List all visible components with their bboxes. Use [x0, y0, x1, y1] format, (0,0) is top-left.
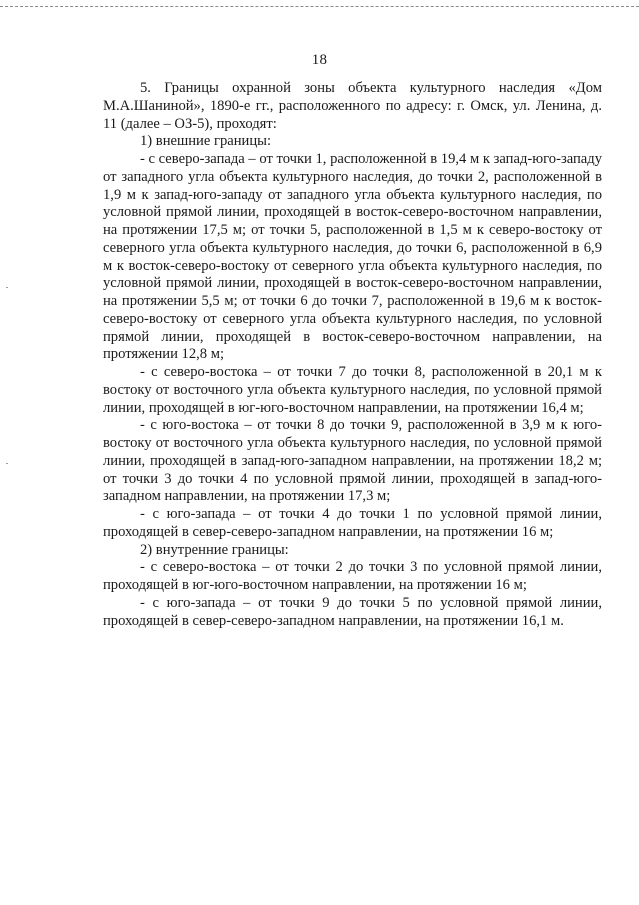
left-margin-mark	[6, 287, 8, 288]
top-edge-rule	[0, 6, 639, 7]
paragraph-internal-northeast: - с северо-востока – от точки 2 до точки 3 по условной прямой линии, проходящей в юг-юго-восточном направлении, на протяжении 16 м;	[103, 559, 602, 593]
paragraph-southwest: - с юго-запада – от точки 4 до точки 1 по условной прямой линии, проходящей в север-северо-западном направлении, на протяжении 16 м;	[103, 506, 602, 540]
paragraph-northwest: - с северо-запада – от точки 1, расположенной в 19,4 м к запад-юго-западу от западного угла объекта культурного наследия, до точки 2, расположенной в 1,9 м к запад-юго-западу от западного угла объекта культурного наследия, по условной прямой линии, проходящей в восток-северо-восточном направлении, на протяжении 17,5 м; от точки 5, расположенной в 1,5 м к северо-востоку от северного угла объекта культурного наследия, до точки 6, расположенной в 6,9 м к восток-северо-востоку от северного угла объекта культурного наследия, по условной прямой линии, проходящей в восток-северо-восточном направлении, на протяжении 5,5 м; от точки 6 до точки 7, расположенной в 19,6 м к восток-северо-востоку от северного угла объекта культурного наследия, по условной прямой линии, проходящей в восток-северо-восточном направлении, на протяжении 12,8 м;	[103, 151, 602, 363]
paragraph-external-heading: 1) внешние границы:	[140, 133, 272, 150]
paragraph-southeast: - с юго-востока – от точки 8 до точки 9, расположенной в 3,9 м к юго-востоку от восточного угла объекта культурного наследия, по условной прямой линии, проходящей в запад-юго-западном направлении, на протяжении 18,2 м; от точки 3 до точки 4 по условной прямой линии, проходящей в запад-юго-западном направлении, на протяжении 17,3 м;	[103, 417, 602, 505]
left-margin-mark	[6, 463, 8, 464]
document-body	[103, 80, 602, 630]
paragraph-intro: 5. Границы охранной зоны объекта культурного наследия «Дом М.А.Шаниной», 1890-е гг., расположенного по адресу: г. Омск, ул. Ленина, д. 11 (далее – ОЗ-5), проходят:	[103, 80, 602, 132]
paragraph-internal-southwest: - с юго-запада – от точки 9 до точки 5 по условной прямой линии, проходящей в север-северо-западном направлении, на протяжении 16,1 м.	[103, 594, 602, 629]
paragraph-internal-heading: 2) внутренние границы:	[140, 541, 289, 558]
page-number: 18	[311, 52, 328, 68]
paragraph-northeast: - с северо-востока – от точки 7 до точки 8, расположенной в 20,1 м к востоку от восточного угла объекта культурного наследия, по условной прямой линии, проходящей в юг-юго-восточном направлении, на протяжении 16,4 м;	[103, 364, 602, 416]
